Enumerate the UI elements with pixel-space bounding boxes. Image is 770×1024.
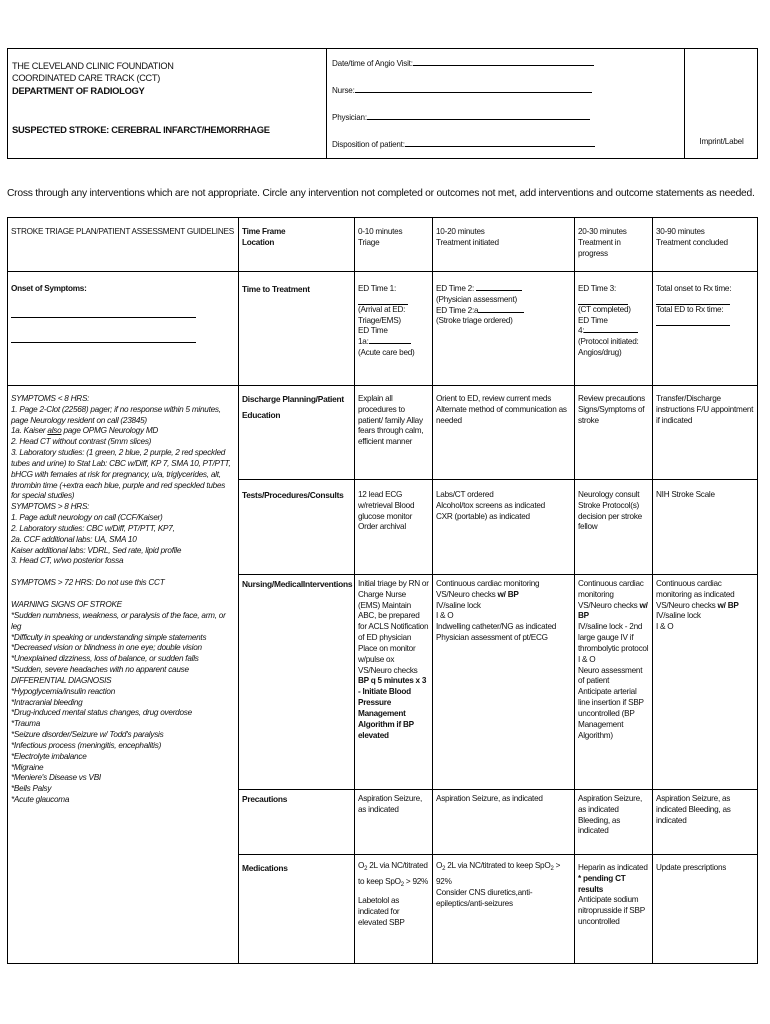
ed-time-3-desc: (CT completed) — [578, 304, 631, 314]
ed-time-1a-label: ED Time — [358, 326, 388, 336]
medications-label: Medications — [242, 863, 288, 873]
med-text: O — [358, 861, 365, 870]
precautions-label-cell — [238, 789, 354, 854]
tests-cell-2 — [432, 479, 574, 574]
care-track-table — [7, 217, 758, 964]
period-header-3 — [574, 217, 652, 271]
time-frame-header — [238, 217, 354, 271]
guideline-line-b: page OPMG Neurology MD — [61, 426, 159, 436]
nursing-text: VS/Neuro checks — [656, 600, 718, 610]
medications-cell-3 — [574, 854, 652, 964]
ed-time-1-blank[interactable] — [358, 295, 408, 305]
ed-time-2-desc: (Physician assessment) — [436, 294, 517, 304]
precautions-cell-3: Aspiration Seizure, as indicated Bleeding, as indicated — [574, 789, 652, 854]
ed-time-2a-blank[interactable] — [478, 312, 524, 313]
ed-time-2a-label: ED Time 2:a — [436, 305, 479, 315]
ed-time-4-desc: (Protocol initiated: Angios/drug) — [578, 337, 639, 358]
guideline-line: *Decreased vision or blindness in one eye; double vision — [11, 643, 202, 653]
guideline-line: SYMPTOMS > 8 HRS: — [11, 502, 90, 512]
nursing-text-bold: BP q 5 minutes x 3 - Initiate Blood Pressure Management Algorithm if BP elevated — [358, 676, 427, 740]
form-title: SUSPECTED STROKE: CEREBRAL INFARCT/HEMORRHAGE — [12, 124, 270, 135]
guideline-line: 2a. CCF additional labs: UA, SMA 10 — [11, 534, 137, 544]
discharge-cell-3: Review precautions Signs/Symptoms of stroke — [574, 385, 652, 479]
guideline-line: *Intracranial bleeding — [11, 697, 83, 707]
physician-label: Physician: — [332, 113, 367, 122]
guideline-line: *Hypoglycemia/insulin reaction — [11, 686, 115, 696]
tests-cell-4: NIH Stroke Scale — [652, 479, 758, 574]
ed-time-1a-suffix: 1a: — [358, 337, 369, 347]
total-ed-label: Total ED to Rx time: — [656, 304, 724, 314]
precautions-cell-2: Aspiration Seizure, as indicated — [432, 789, 574, 854]
guideline-line: *Migraine — [11, 762, 44, 772]
guideline-line: *Infectious process (meningitis, encephalitis) — [11, 740, 162, 750]
tests-line: Labs/CT ordered — [436, 490, 494, 499]
nursing-text: Anticipate arterial line insertion if SBP uncontrolled (BP Management Algorithm) — [578, 687, 644, 740]
time-to-treatment-label-cell — [238, 271, 354, 385]
angio-visit-label: Date/time of Angio Visit: — [332, 59, 413, 68]
guideline-line-u: also — [47, 426, 62, 436]
guideline-line: WARNING SIGNS OF STROKE — [11, 600, 122, 610]
ed-time-1-desc: (Arrival at ED: Triage/EMS) — [358, 304, 406, 325]
physician-field[interactable] — [332, 112, 684, 139]
nursing-text: VS/Neuro checks — [436, 589, 498, 599]
nursing-text: Physician assessment of pt/ECG — [436, 633, 548, 643]
nursing-text: Indwelling catheter/NG as indicated — [436, 622, 557, 632]
disposition-label: Disposition of patient: — [332, 140, 405, 149]
med-text: 2L via NC/titrated to keep SpO — [358, 861, 428, 886]
med-text: > 92% — [436, 861, 561, 886]
ed-time-3-blank[interactable] — [578, 295, 628, 305]
nursing-text-bold: w/ BP — [497, 589, 519, 599]
ttt-cell-1 — [354, 271, 432, 385]
nursing-cell-2 — [432, 574, 574, 789]
guideline-line: *Bells Palsy — [11, 784, 52, 794]
period-desc: Treatment initiated — [436, 237, 499, 247]
tests-cell-1: 12 lead ECG w/retrieval Blood glucose monitor Order archival — [354, 479, 432, 574]
ttt-cell-3 — [574, 271, 652, 385]
total-onset-blank[interactable] — [656, 295, 730, 305]
guideline-line: *Acute glaucoma — [11, 794, 70, 804]
med-text: > 92% — [403, 876, 429, 886]
guideline-line: *Sudden numbness, weakness, or paralysis of the face, arm, or leg — [11, 610, 226, 631]
tests-line: Alcohol/tox screens as indicated — [436, 500, 545, 510]
nurse-label: Nurse: — [332, 86, 355, 95]
period-desc: Triage — [358, 237, 380, 247]
guideline-line: *Meniere's Disease vs VBI — [11, 773, 101, 783]
nursing-label: Nursing/MedicalInterventions — [242, 579, 353, 589]
medications-cell-1 — [354, 854, 432, 964]
med-text: 2L via NC/titrated to keep SpO — [445, 861, 551, 870]
period-header-4 — [652, 217, 758, 271]
ed-time-4-blank[interactable] — [584, 332, 638, 333]
nurse-field[interactable] — [332, 85, 684, 112]
ttt-cell-4 — [652, 271, 758, 385]
guideline-line: *Trauma — [11, 719, 41, 729]
time-to-treatment-label: Time to Treatment — [242, 284, 310, 294]
precautions-label: Precautions — [242, 794, 288, 804]
nursing-text: I & O — [436, 611, 454, 621]
guideline-line: 2. Head CT without contrast (5mm slices) — [11, 437, 152, 447]
period-desc: Treatment concluded — [656, 237, 728, 247]
guideline-line: 2. Laboratory studies: CBC w/Diff, PT/PTT, KP7, — [11, 523, 175, 533]
ed-time-2a-desc: (Stroke triage ordered) — [436, 316, 513, 326]
nursing-text: I & O — [578, 654, 596, 664]
ed-time-2-blank[interactable] — [476, 290, 522, 291]
nursing-text: Initial triage by RN or Charge Nurse (EMS) Maintain ABC, be prepared for ACLS Notification of ED physician Place on monitor w/pulse ox VS/Neuro checks — [358, 579, 429, 675]
header-institution-block — [8, 49, 327, 158]
tests-label-cell — [238, 479, 354, 574]
ed-time-4-suffix: 4: — [578, 326, 585, 336]
period-desc: Treatment in progress — [578, 237, 621, 258]
nursing-text: Continuous cardiac monitoring — [436, 579, 540, 588]
guidelines-header: STROKE TRIAGE PLAN/PATIENT ASSESSMENT GUIDELINES — [7, 217, 238, 271]
guideline-line: *Electrolyte imbalance — [11, 751, 87, 761]
med-subscript: 2 — [442, 866, 446, 872]
department-name: DEPARTMENT OF RADIOLOGY — [12, 84, 145, 96]
discharge-cell-4: Transfer/Discharge instructions F/U appointment if indicated — [652, 385, 758, 479]
period-header-2 — [432, 217, 574, 271]
discharge-label-cell — [238, 385, 354, 479]
ed-time-1-label: ED Time 1: — [358, 284, 396, 293]
guideline-line: *Sudden, severe headaches with no apparent cause — [11, 665, 189, 675]
guideline-line: SYMPTOMS > 72 HRS: Do not use this CCT — [11, 578, 165, 588]
nursing-text: Continuous cardiac monitoring as indicated — [656, 579, 735, 599]
med-text: Consider CNS diuretics,anti-epileptics/anti-seizures — [436, 887, 533, 908]
instructions-text: Cross through any interventions which are not appropriate. Circle any intervention not completed or outcomes not met, add interventions and outcome statements as needed. — [7, 188, 755, 199]
ed-time-1a-desc: (Acute care bed) — [358, 348, 415, 358]
guideline-line: 1. Page adult neurology on call (CCF/Kaiser) — [11, 513, 163, 523]
med-text: Heparin as indicated — [578, 863, 648, 872]
onset-label: Onset of Symptoms: — [11, 284, 87, 293]
tests-label: Tests/Procedures/Consults — [242, 490, 344, 500]
nursing-cell-3 — [574, 574, 652, 789]
ed-time-2-label: ED Time 2: — [436, 284, 474, 293]
med-text-bold: * pending CT results — [578, 873, 626, 894]
total-onset-label: Total onset to Rx time: — [656, 284, 732, 293]
precautions-cell-1: Aspiration Seizure, as indicated — [354, 789, 432, 854]
imprint-label: Imprint/Label — [699, 137, 744, 147]
angio-visit-blank[interactable] — [413, 58, 594, 66]
guideline-line: *Drug-induced mental status changes, drug overdose — [11, 708, 192, 718]
guideline-line: *Unexplained dizziness, loss of balance, or sudden falls — [11, 654, 199, 664]
guideline-line: SYMPTOMS < 8 HRS: — [11, 394, 90, 403]
guideline-line: 1. Page 2-Clot (22568) pager; if no response within 5 minutes, page Neurology resident on call (23845) — [11, 404, 221, 425]
nursing-text: IV/saline lock - 2nd large gauge IV if thrombolytic protocol — [578, 622, 649, 653]
period-time: 0-10 minutes — [358, 227, 403, 236]
med-subscript: 2 — [400, 881, 404, 888]
guideline-line: DIFFERENTIAL DIAGNOSIS — [11, 675, 112, 685]
disposition-field[interactable] — [332, 139, 684, 166]
nursing-text: I & O — [656, 622, 674, 632]
nursing-text-bold: w/ BP — [717, 600, 739, 610]
location-label: Location — [242, 237, 275, 247]
period-header-1 — [354, 217, 432, 271]
medications-cell-4: Update prescriptions — [652, 854, 758, 964]
ed-time-3-label: ED Time 3: — [578, 284, 616, 293]
guideline-line: Kaiser additional labs: VDRL, Sed rate, lipid profile — [11, 545, 182, 555]
nursing-text-bold: w/ BP — [578, 600, 648, 621]
med-subscript: 2 — [550, 866, 554, 872]
guideline-line: 3. Laboratory studies: (1 green, 2 blue, 2 purple, 2 red speckled tubes and urine) to Stat Lab: CBC w/Diff, KP 7, SMA 10, PT/PTT, bHCG with females at risk for pregnancy, u/a, triglycerides, alt, thrombin time (+extra each blue, purple and red speckled tubes for special studies) — [11, 448, 231, 501]
ed-time-4-label: ED Time — [578, 315, 608, 325]
nursing-text: VS/Neuro checks — [578, 600, 640, 610]
guideline-line: *Seizure disorder/Seizure w/ Todd's paralysis — [11, 730, 164, 740]
discharge-cell-2: Orient to ED, review current meds Alternate method of communication as needed — [432, 385, 574, 479]
ttt-cell-2 — [432, 271, 574, 385]
onset-cell — [7, 271, 238, 385]
guideline-line: *Difficulty in speaking or understanding simple statements — [11, 632, 207, 642]
med-text: O — [436, 861, 443, 870]
period-time: 20-30 minutes — [578, 227, 627, 236]
institution-name: THE CLEVELAND CLINIC FOUNDATION — [12, 61, 174, 71]
discharge-cell-1: Explain all procedures to patient/ family Allay fears through calm, efficient manner — [354, 385, 432, 479]
period-time: 30-90 minutes — [656, 227, 705, 236]
form-header — [7, 48, 758, 159]
nursing-text: Neuro assessment of patient — [578, 665, 643, 686]
discharge-label: Discharge Planning/Patient — [242, 394, 344, 404]
physician-blank[interactable] — [367, 112, 590, 120]
ed-time-1a-blank[interactable] — [369, 343, 411, 344]
onset-blank-2[interactable] — [11, 342, 196, 343]
medications-label-cell — [238, 854, 354, 964]
guideline-line: 3. Head CT, w/wo posterior fossa — [11, 556, 124, 566]
nursing-text: IV/saline lock — [656, 611, 701, 621]
nurse-blank[interactable] — [355, 85, 592, 93]
nursing-text: IV/saline lock — [436, 600, 481, 610]
med-subscript: 2 — [364, 866, 368, 872]
nursing-label-cell — [238, 574, 354, 789]
time-frame-label: Time Frame — [242, 227, 286, 236]
imprint-area — [686, 49, 757, 158]
precautions-cell-4: Aspiration Seizure, as indicated Bleeding, as indicated — [652, 789, 758, 854]
med-text: Labetolol as indicated for elevated SBP — [358, 896, 405, 927]
nursing-cell-4 — [652, 574, 758, 789]
med-text: Anticipate sodium nitroprusside if SBP uncontrolled — [578, 895, 645, 927]
angio-visit-field[interactable] — [332, 58, 684, 85]
track-name: COORDINATED CARE TRACK (CCT) — [12, 72, 160, 83]
medications-cell-2 — [432, 854, 574, 964]
onset-blank-1[interactable] — [11, 317, 196, 318]
header-fields-block — [328, 49, 685, 158]
tests-line: CXR (portable) as indicated — [436, 511, 530, 521]
nursing-cell-1 — [354, 574, 432, 789]
period-time: 10-20 minutes — [436, 227, 485, 236]
guidelines-cell — [7, 385, 238, 964]
education-label: Education — [242, 410, 281, 421]
guideline-line-a: 1a. Kaiser — [11, 426, 48, 436]
nursing-text: Continuous cardiac monitoring — [578, 579, 644, 599]
total-ed-blank[interactable] — [656, 316, 730, 326]
tests-cell-3: Neurology consult Stroke Protocol(s) decision per stroke fellow — [574, 479, 652, 574]
disposition-blank[interactable] — [405, 139, 595, 147]
